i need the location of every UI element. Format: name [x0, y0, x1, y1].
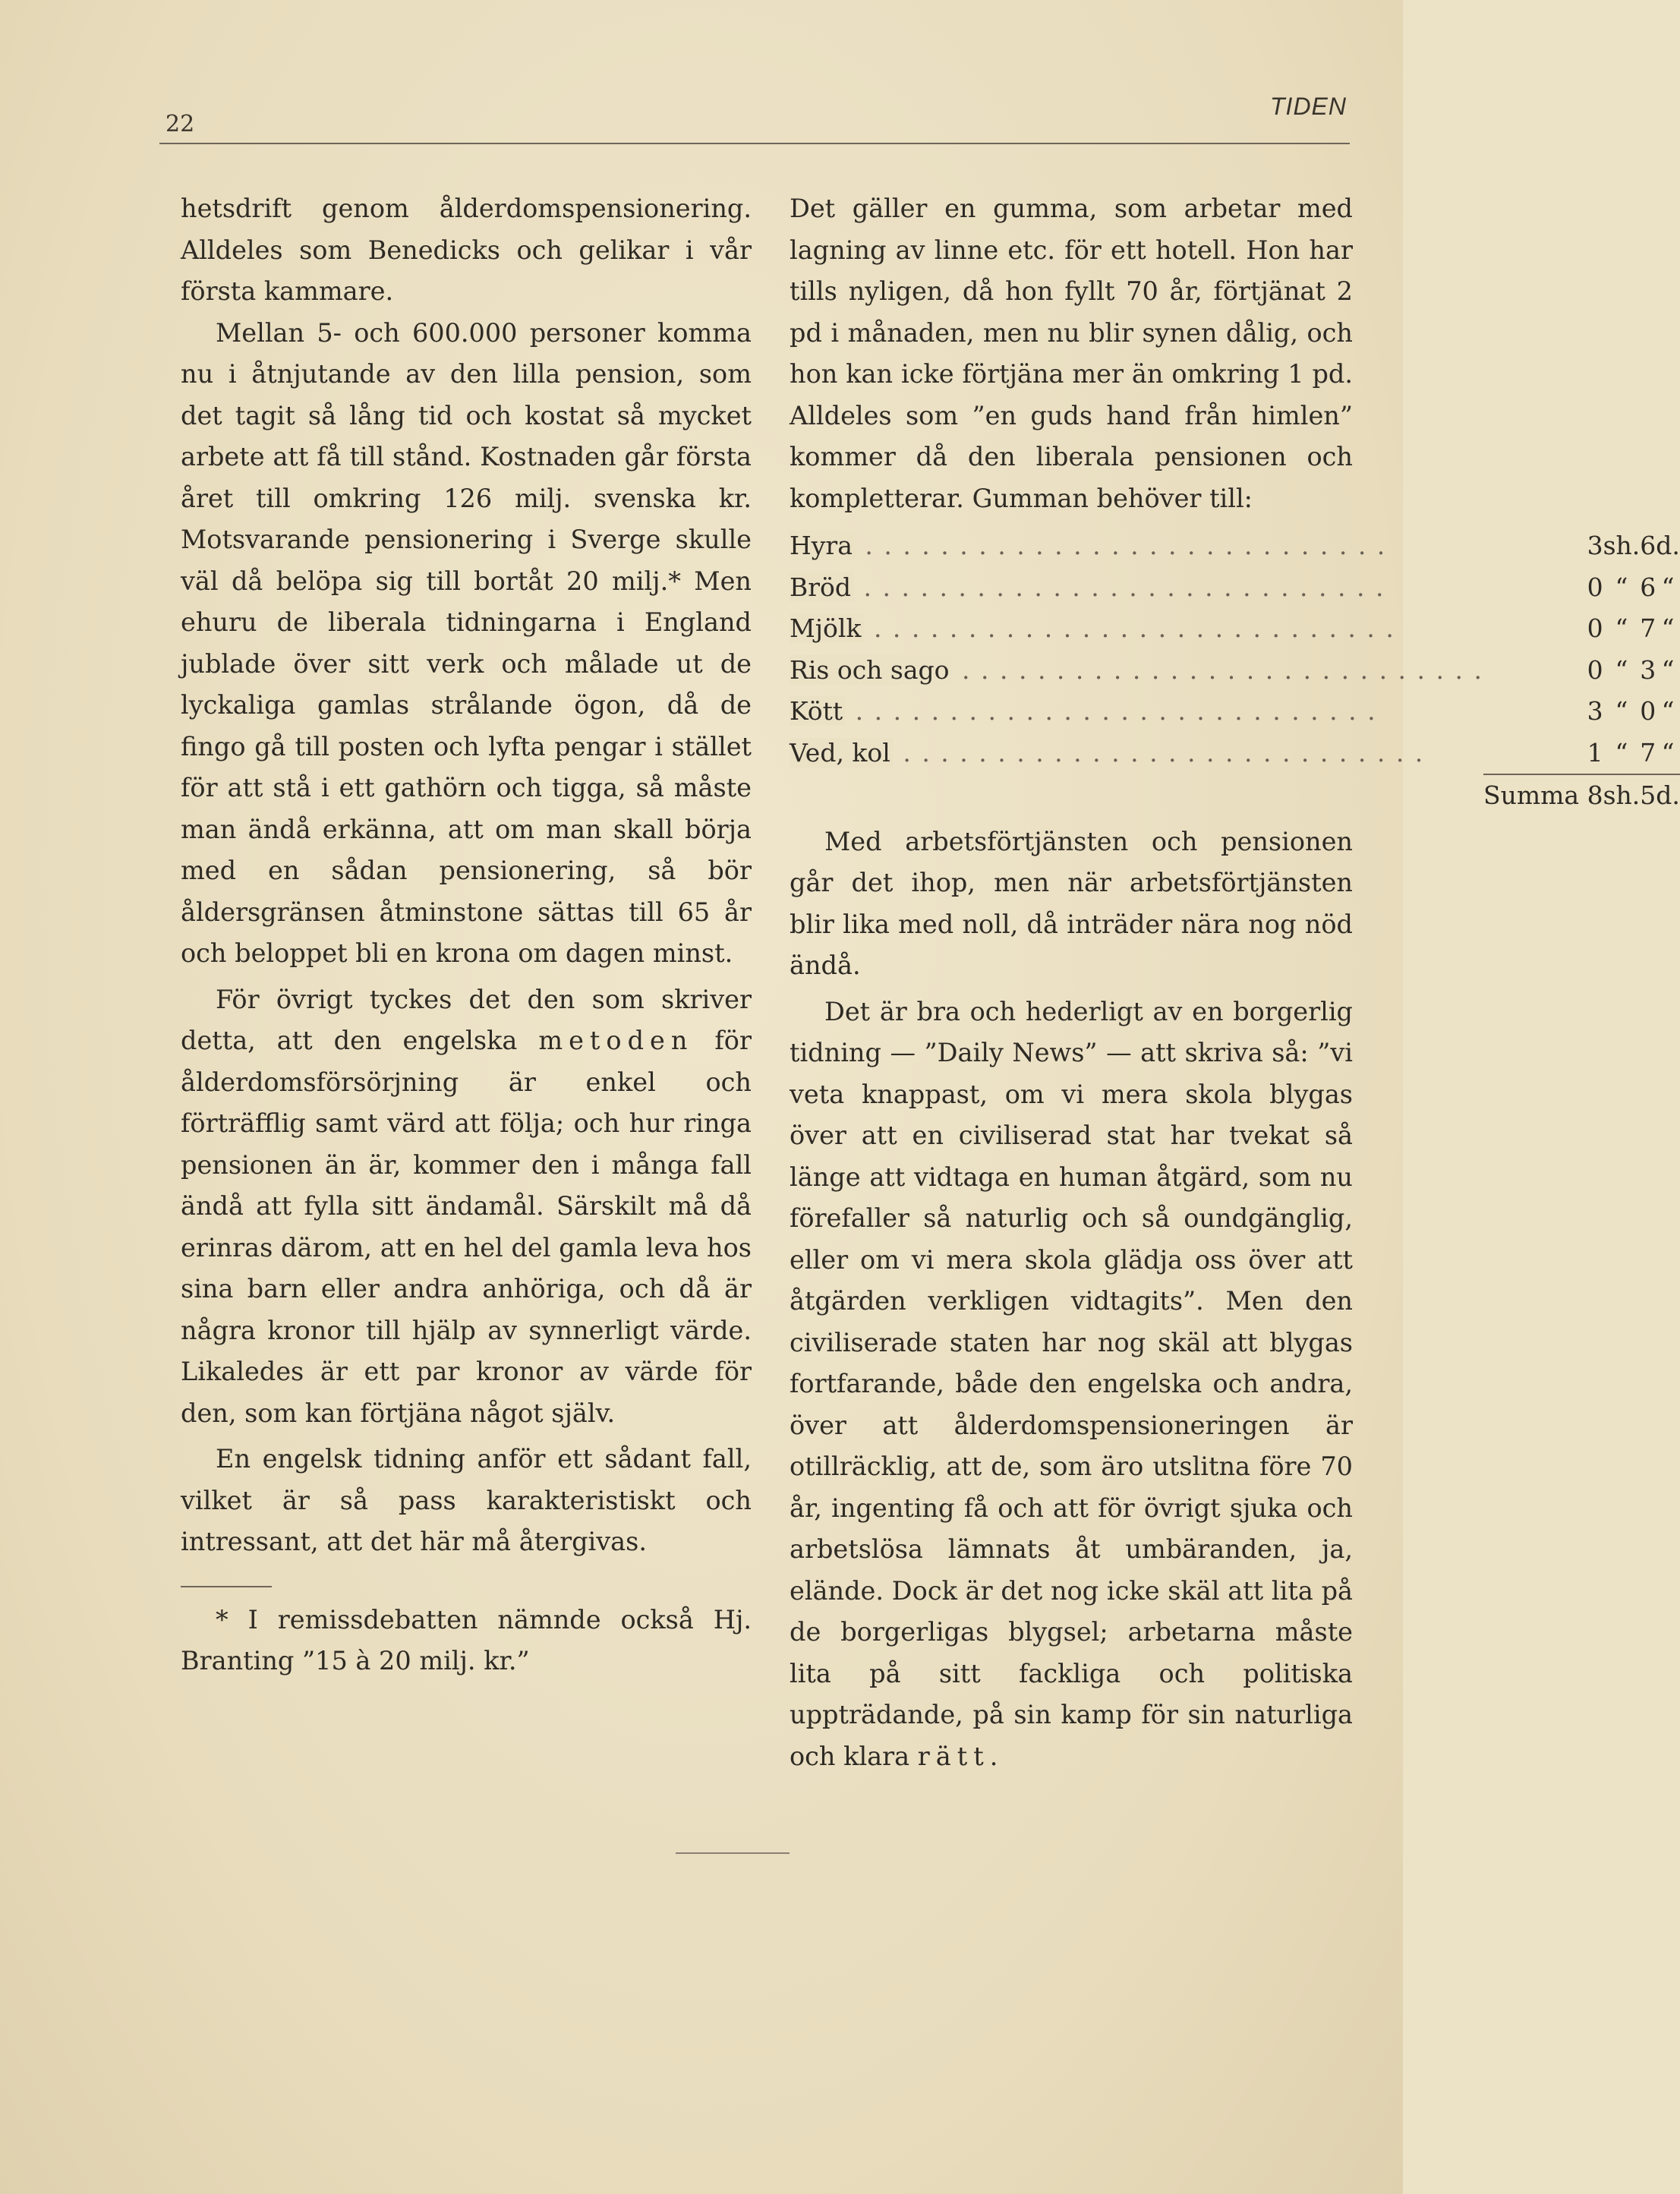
- budget-amount: 3: [1587, 696, 1603, 726]
- budget-item: [790, 525, 1483, 567]
- sum-pence: 5: [1640, 774, 1656, 817]
- left-paragraph-3: [181, 979, 752, 1435]
- left-paragraph-3-end: för ålderdomsförsörjning är enkel och förträfflig samt värd att följa; och hur ringa pensionen än är, kommer den i många fall ändå att fylla sitt ändamål. Särskilt må då erinras därom, att en hel del gamla leva hos sina barn eller andra anhöriga, och då är några kronor till hjälp av synnerligt värde. Likaledes är ett par kronor av värde för den, som kan förtjäna något själv.: [181, 1026, 752, 1428]
- sum-amount: 8: [1587, 780, 1603, 810]
- budget-item-label: Kött: [790, 696, 846, 726]
- page-number: 22: [165, 111, 195, 137]
- budget-row: [790, 650, 1680, 692]
- leader-dots: . . . . . . . . . . . . . . . . . . . . . . . . . . . .: [952, 654, 1483, 685]
- left-paragraph-1: hetsdrift genom ålderdomspensionering. Alldeles som Benedicks och gelikar i vår första kammare.: [181, 194, 752, 306]
- sum-label-cell: [1483, 774, 1603, 817]
- budget-item: [790, 691, 1483, 733]
- budget-item-label: Ris och sago: [790, 655, 953, 685]
- budget-pence: 6: [1640, 572, 1656, 602]
- budget-amount: 1: [1587, 737, 1603, 768]
- right-paragraph-3: [790, 991, 1353, 1778]
- budget-pence: 7: [1640, 613, 1656, 643]
- budget-row: [790, 733, 1680, 775]
- budget-item: [790, 650, 1483, 692]
- budget-amount: 0: [1587, 572, 1603, 602]
- budget-item: [790, 567, 1483, 609]
- sum-unit: sh.: [1603, 774, 1641, 817]
- budget-item-label: Bröd: [790, 572, 854, 602]
- budget-pence: 7: [1640, 737, 1656, 768]
- budget-amount: 0: [1587, 613, 1603, 643]
- budget-pence: 6: [1640, 531, 1656, 560]
- left-column: [181, 188, 752, 1682]
- budget-table: [790, 525, 1680, 817]
- budget-pence-unit: “: [1661, 696, 1675, 726]
- footnote: * I remissdebatten nämnde också Hj. Branting ”15 à 20 milj. kr.”: [181, 1604, 752, 1675]
- budget-item-label: Mjölk: [790, 613, 864, 643]
- left-paragraph-3-start: För övrigt tyckes det den som skriver detta, att den engelska: [181, 984, 752, 1055]
- leader-dots: . . . . . . . . . . . . . . . . . . . . . . . . . . . .: [864, 613, 1395, 643]
- budget-unit: “: [1615, 654, 1628, 685]
- leader-dots: . . . . . . . . . . . . . . . . . . . . . . . . . . . .: [854, 572, 1385, 602]
- budget-pence-unit: d.: [1656, 531, 1680, 560]
- sum-label: Summa: [1483, 780, 1580, 810]
- right-paragraph-2: Med arbetsförtjänsten och pensionen går det ihop, men när arbetsförtjänsten blir lika med noll, då inträder nära nog nöd ändå.: [790, 826, 1353, 980]
- right-paragraph-3-text: Det är bra och hederligt av en borgerlig tidning — ”Daily News” — att skriva så: ”vi veta knappast, om vi mera skola blygas över att en civiliserad stat har tvekat så länge att vidtaga en human åtgärd, som nu förefaller så naturlig och så oundgänglig, eller om vi mera skola glädja oss över att åtgärden verkligen vidtagits”. Men den civiliserade staten har nog skäl att blygas fortfarande, både den engelska och andra, över att ålderdomspensioneringen är otillräcklig, att de, som äro utslitna före 70 år, ingenting få och att för övrigt sjuka och arbetslösa lämnats åt umbäranden, ja, elände. Dock är det nog icke skäl att lita på de borgerligas blygsel; arbetarna måste lita på sitt fackliga och politiska uppträdande, på sin kamp för sin naturliga och klara: [790, 996, 1353, 1771]
- budget-row: [790, 525, 1680, 567]
- page-header: [159, 90, 1350, 144]
- budget-pence-unit: “: [1661, 613, 1675, 643]
- right-column: [790, 188, 1680, 1777]
- journal-title: TIDEN: [1270, 93, 1347, 120]
- leader-dots: . . . . . . . . . . . . . . . . . . . . . . . . . . . .: [846, 696, 1377, 726]
- budget-unit: sh.: [1603, 531, 1641, 560]
- budget-pence: 3: [1640, 654, 1656, 685]
- budget-pence-unit: “: [1661, 737, 1675, 768]
- left-paragraph-2: Mellan 5- och 600.000 personer komma nu i åtnjutande av den lilla pension, som det tagit så lång tid och kostat så mycket arbete att få till stånd. Kostnaden går första året till omkring 126 milj. svenska kr. Motsvarande pensionering i Sverge skulle väl då belöpa sig till bortåt 20 milj.* Men ehuru de liberala tidningarna i England jublade över sitt verk och målade ut de lyckaliga gamlas strålande ögon, då de fingo gå till posten och lyfta pengar i stället för att stå i ett gathörn och tigga, så måste man ändå erkänna, att om man skall börja med en sådan pensionering, så bör åldersgränsen åtminstone sättas till 65 år och beloppet bli en krona om dagen minst.: [181, 317, 752, 968]
- budget-item-label: Ved, kol: [790, 738, 894, 768]
- spaced-word-ratt: rätt.: [917, 1741, 1004, 1771]
- budget-pence-unit: “: [1661, 572, 1675, 602]
- budget-pence-unit: “: [1661, 654, 1675, 685]
- budget-item: [790, 608, 1483, 650]
- budget-item: [790, 733, 1483, 775]
- budget-unit: “: [1615, 696, 1628, 726]
- leader-dots: . . . . . . . . . . . . . . . . . . . . . . . . . . . .: [893, 737, 1425, 768]
- budget-amount: 0: [1587, 654, 1603, 685]
- leader-dots: . . . . . . . . . . . . . . . . . . . . . . . . . . . .: [855, 531, 1387, 560]
- budget-row: [790, 608, 1680, 650]
- footnote-rule: [181, 1586, 272, 1587]
- budget-item-label: Hyra: [790, 531, 856, 560]
- budget-unit: “: [1615, 572, 1628, 602]
- budget-row: [790, 691, 1680, 733]
- budget-unit: “: [1615, 613, 1628, 643]
- budget-row: [790, 567, 1680, 609]
- budget-sum-row: [790, 774, 1680, 817]
- right-paragraph-1: Det gäller en gumma, som arbetar med lagning av linne etc. för ett hotell. Hon har tills nyligen, då hon fyllt 70 år, förtjänat 2 pd i månaden, men nu blir synen dålig, och hon kan icke förtjäna mer än omkring 1 pd. Alldeles som ”en guds hand från himlen” kommer då den liberala pensionen och kompletterar. Gumman behöver till:: [790, 194, 1353, 513]
- left-paragraph-4: En engelsk tidning anför ett sådant fall, vilket är så pass karakteristiskt och intressant, att det här må återgivas.: [181, 1444, 752, 1556]
- spaced-word-metoden: metoden: [538, 1026, 694, 1055]
- budget-amount: 3: [1587, 531, 1603, 560]
- budget-unit: “: [1615, 737, 1628, 768]
- article-end-rule: [676, 1852, 790, 1854]
- sum-pence-unit: d.: [1656, 774, 1680, 817]
- budget-pence: 0: [1640, 696, 1656, 726]
